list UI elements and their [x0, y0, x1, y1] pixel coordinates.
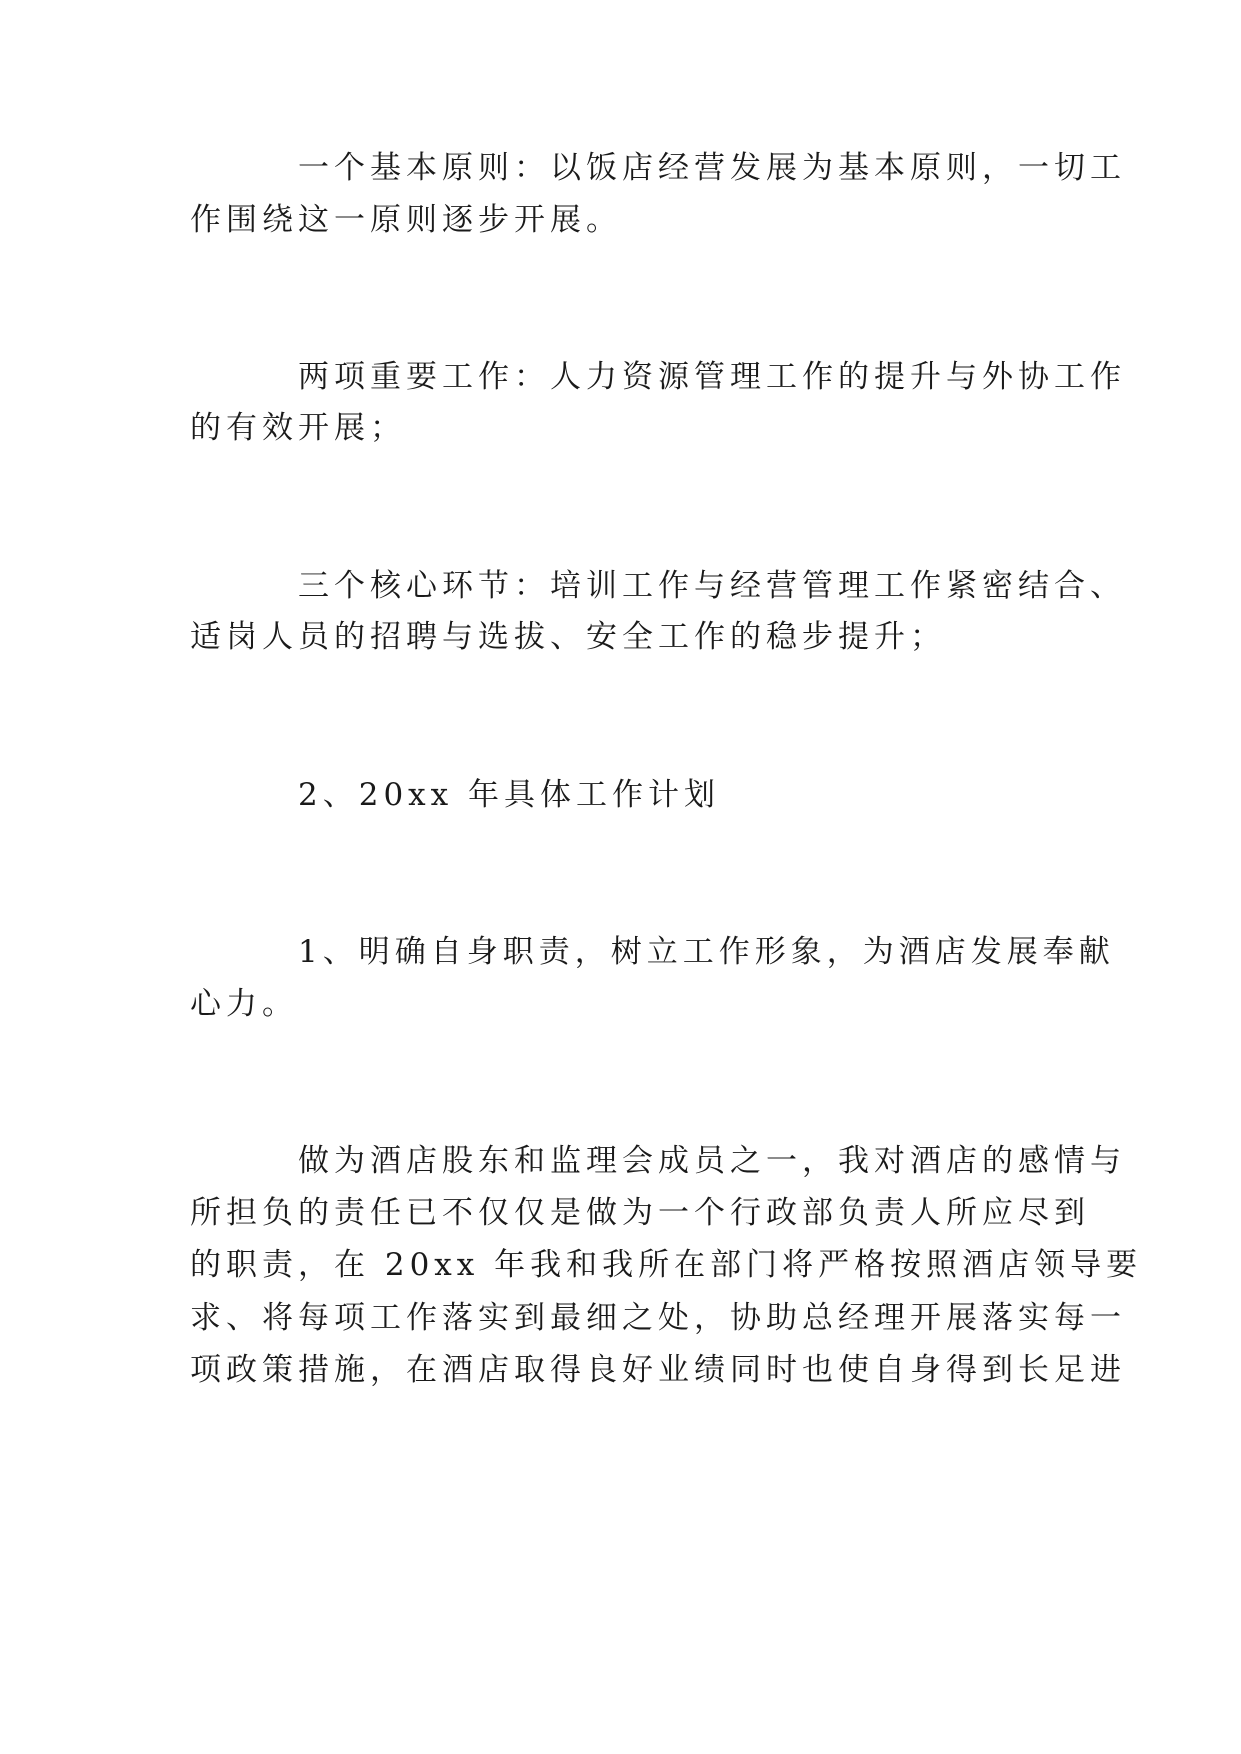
paragraph-6-line-4: 求、将每项工作落实到最细之处，协助总经理开展落实每一 [190, 1300, 1126, 1336]
paragraph-6-line-2: 所担负的责任已不仅仅是做为一个行政部负责人所应尽到 [190, 1195, 1090, 1231]
section-heading-work-plan: 2、20xx 年具体工作计划 [298, 777, 720, 813]
paragraph-1-line-1: 一个基本原则：以饭店经营发展为基本原则，一切工 [298, 150, 1126, 186]
paragraph-5-line-2: 心力。 [190, 986, 298, 1022]
paragraph-1-line-2: 作围绕这一原则逐步开展。 [190, 202, 622, 238]
paragraph-2-line-2: 的有效开展； [190, 410, 406, 446]
paragraph-3-line-1: 三个核心环节：培训工作与经营管理工作紧密结合、 [298, 568, 1126, 604]
paragraph-5-line-1: 1、明确自身职责，树立工作形象，为酒店发展奉献 [298, 934, 1115, 970]
paragraph-6-line-5: 项政策措施，在酒店取得良好业绩同时也使自身得到长足进 [190, 1352, 1126, 1388]
paragraph-6-line-3: 的职责，在 20xx 年我和我所在部门将严格按照酒店领导要 [190, 1247, 1143, 1283]
paragraph-6-line-1: 做为酒店股东和监理会成员之一，我对酒店的感情与 [298, 1143, 1126, 1179]
paragraph-3-line-2: 适岗人员的招聘与选拔、安全工作的稳步提升； [190, 619, 946, 655]
paragraph-2-line-1: 两项重要工作：人力资源管理工作的提升与外协工作 [298, 359, 1126, 395]
